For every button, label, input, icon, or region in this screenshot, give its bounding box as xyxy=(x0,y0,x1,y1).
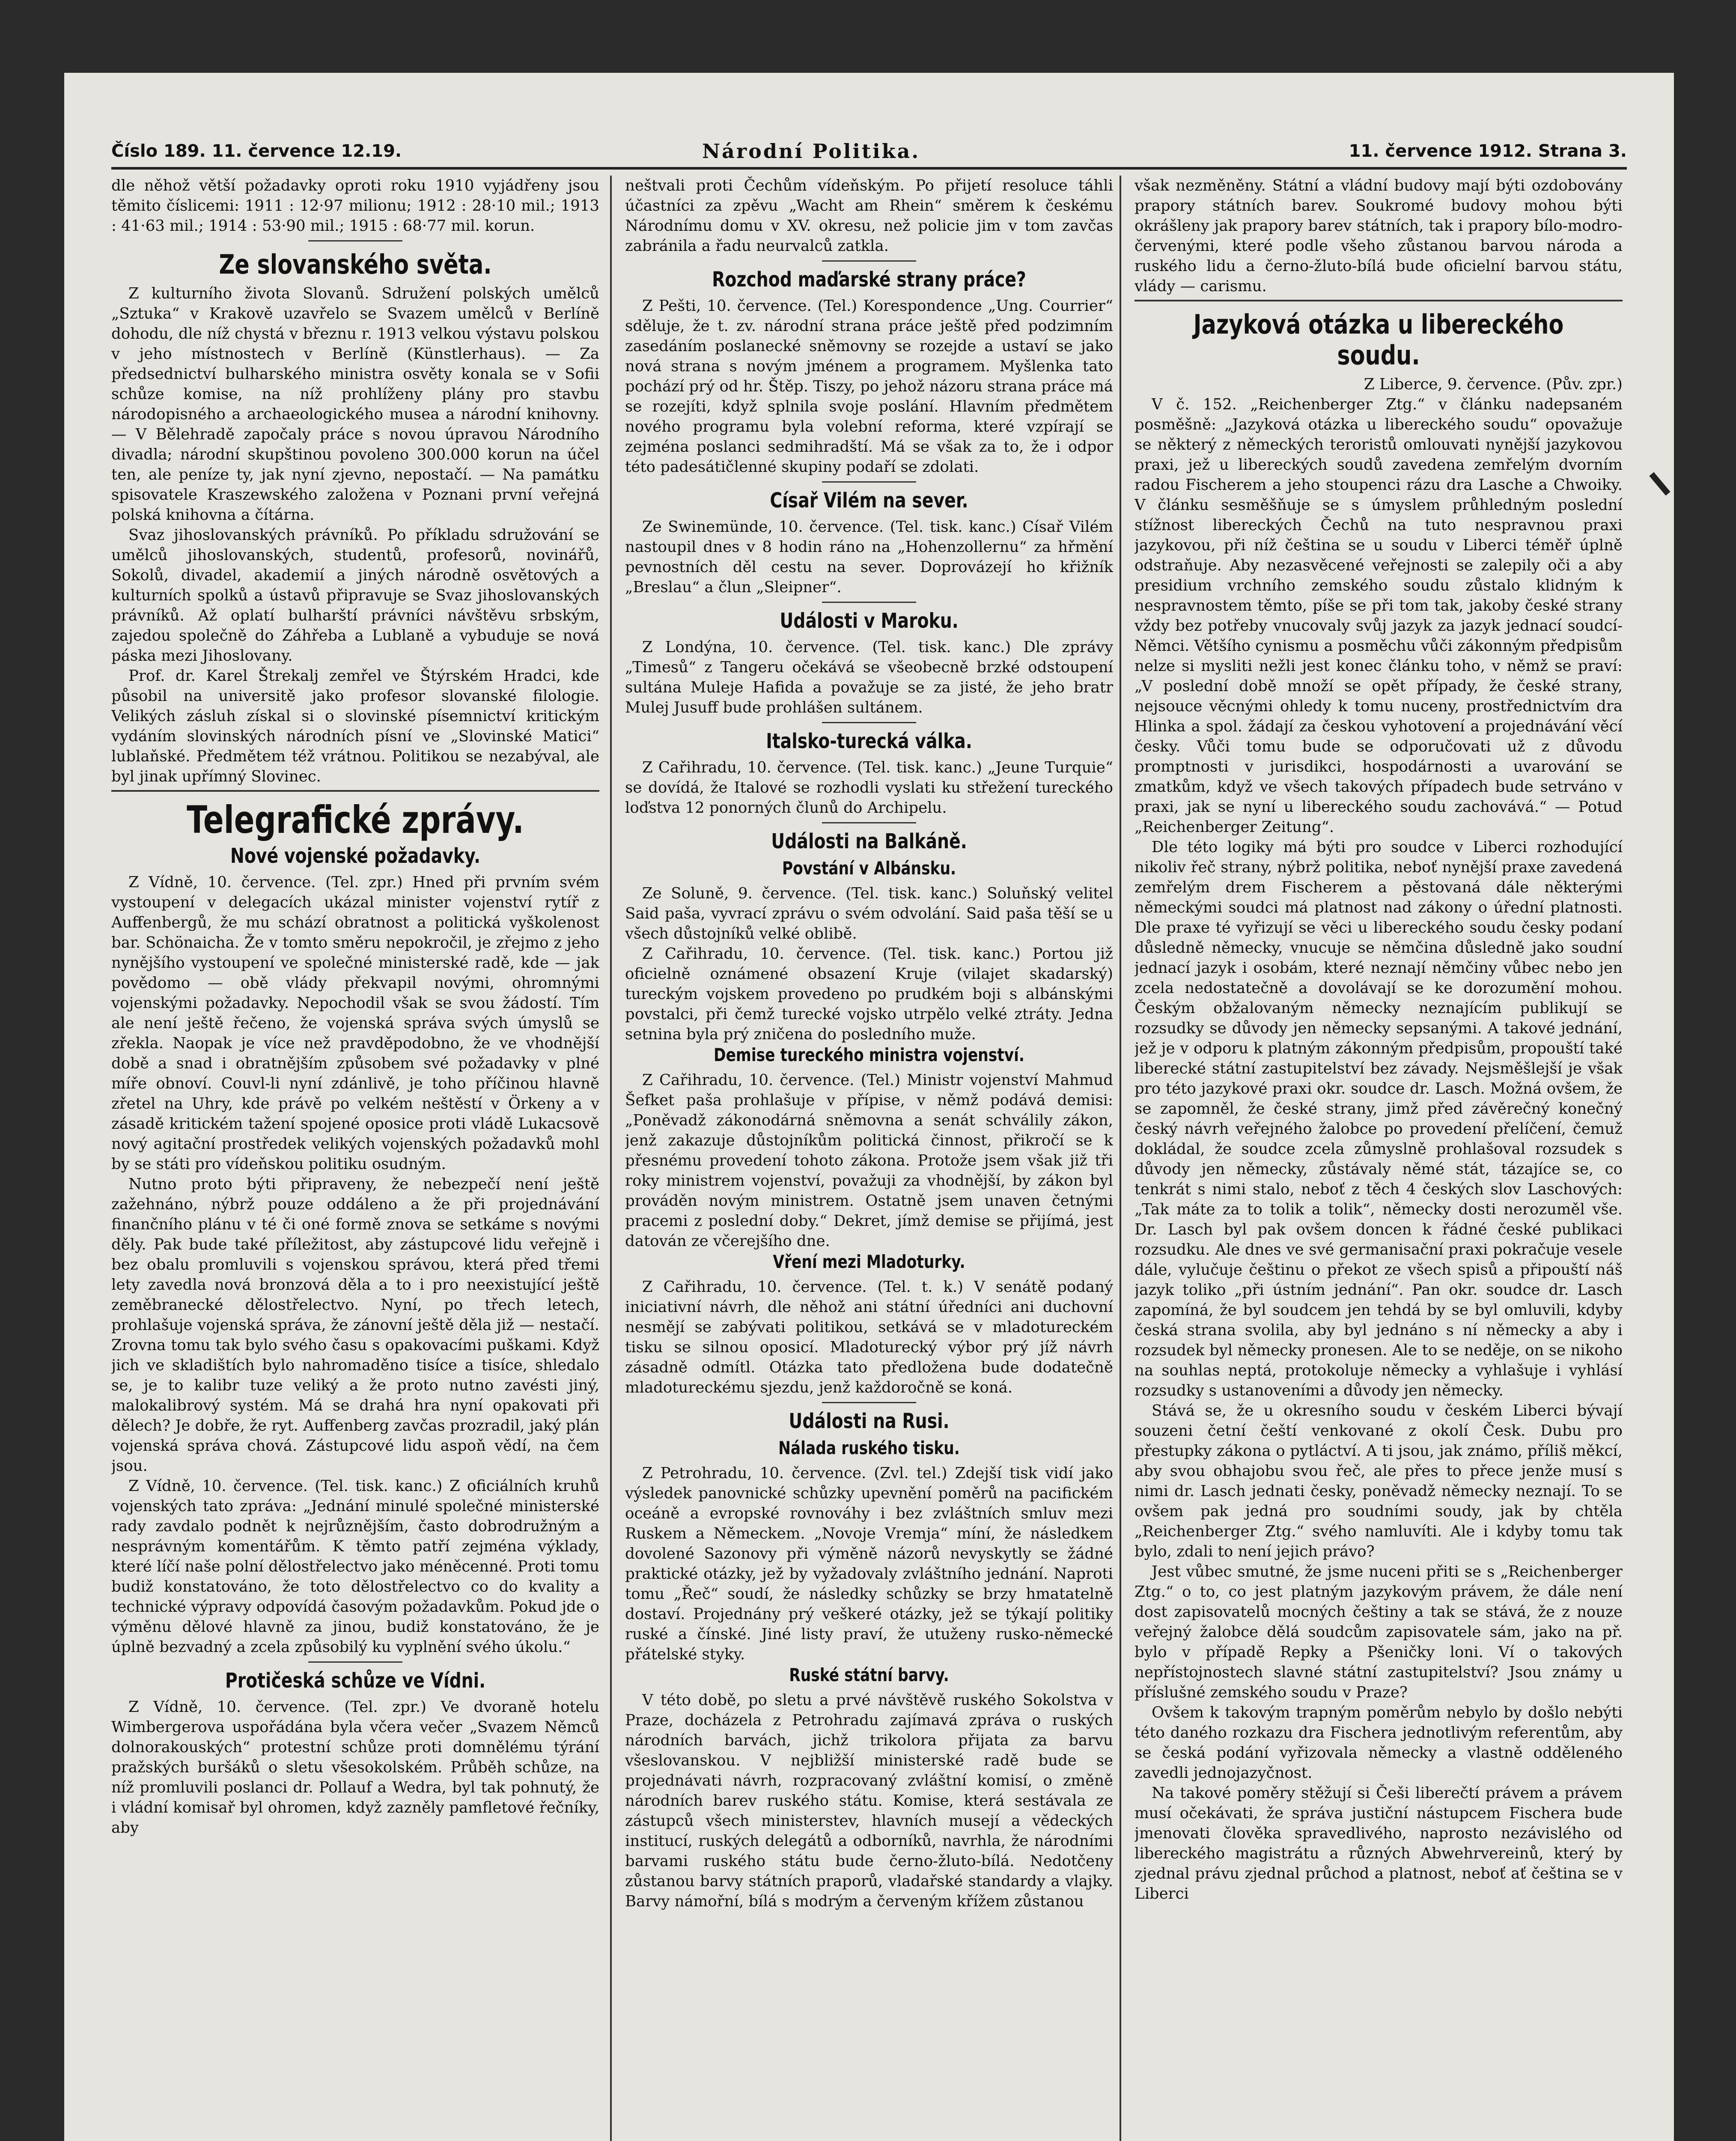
article-subheading: Nálada ruského tisku. xyxy=(778,1437,960,1458)
paragraph: Stává se, že u okresního soudu v českém Liberci bývají souzeni četní čeští venkované z okolí Česk. Dubu pro přestupky zákona o pytláctví. A ti jsou, jak známo, příliš měkcí, aby svou obhajobu svou řeč, ale přes to přece jenže musí s nimi dr. Lasch jednati česky, poněvadž německy neznají. To se ovšem pak jedná pro soudními soudy, jak by chtěla „Reichenberger Ztg.“ svého namluvíti. Ale i kdyby tomu tak bylo, zdali to není jejich právo? xyxy=(1135,1402,1623,1560)
newspaper-page xyxy=(64,73,1674,2141)
paragraph: Na takové poměry stěžují si Češi liberečtí právem a právem musí očekávati, že správa justiční nástupcem Fischera bude jmenovati člověka spravedlivého, naprosto nezávislého od libereckého magistrátu a různých Abwehrvereinů, který by zjednal právu zjednal průchod a platnost, neboť ať čeština se v Liberci xyxy=(1135,1784,1623,1902)
divider xyxy=(822,260,916,262)
divider xyxy=(822,822,916,823)
column-2 xyxy=(625,176,1113,2141)
article-heading: Protičeská schůze ve Vídni. xyxy=(225,1669,486,1693)
divider xyxy=(822,602,916,603)
paragraph: Dle této logiky má býti pro soudce v Liberci rozhodující nikoliv řeč strany, nýbrž politika, neboť nynější praxe zavedená zemřelým drem Fischerem a pěstovaná dále některými německými soudci má platnost nad zákony o úřední platnosti. Dle praxe té vyřizují se věci u libereckého soudu česky podaní důsledně německy, vnucuje se němčina důsledně jako soudní jednací jazyk i osobám, které neznají němčiny vůbec nebo jen zcela nedostatečně a dovolávají se ke dorozumění mohou. Českým obžalovaným německy neznajícím publikují se rozsudky se důvody jen německy sepsanými. A takové jednání, jež je v odporu k platným zákonným předpisům, propouští také liberecké státní zastupitelství bez závady. Nejsměšlejší je však pro této jazykové praxi okr. soudce dr. Lasch. Možná ovšem, že se zapomněl, že české strany, jimž před závěrečný konečný český návrh veřejného žalobce po provedení přelíčení, čemuž dokládal, že soudce zcela zůmyslně prohlašoval rozsudek s důvody jen německy, zůstávaly němé stát, tázajíce se, co tenkrát s nimi stalo, neboť z těch 4 českých slov Laschových: „Tak máte za to tolik a tolik“, německy dosti nerozuměl vše. Dr. Lasch byl pak ovšem doncen k řádné české publikaci rozsudku. Ale dnes ve své germanisační praxi pokračuje vesele dále, vylučuje češtinu o překot ze všech spisů a připouští náš jazyk toliko „při ústním jednání“. Pan okr. soudce dr. Lasch zapomíná, že byl soudcem jen tehdá by se byl omluvili, kdyby česká strana svolila, aby byl jednáno s ní německy a aby i rozsudek byl německy pronesen. Ale to se neděje, on se nikoho na souhlas neptá, protokoluje německy a vyhlašuje i vyhlásí rozsudky s ustanoveními a důvody jen německy. xyxy=(1135,838,1623,1399)
paragraph: Z Cařihradu, 10. července. (Tel. tisk. kanc.) Portou již oficielně oznámené obsazení Kruje (vilajet skadarský) tureckým vojskem provedeno po prudkém boji s albánskými povstalci, při čemž turecké vojsko utrpělo velké ztráty. Jedna setnina byla prý zničena do posledního muže. xyxy=(625,945,1113,1043)
paragraph: Ze Soluně, 9. července. (Tel. tisk. kanc.) Soluňský velitel Said paša, vyvrací zprávu o svém odvolání. Said paša těší se u všech důstojníků velké oblibě. xyxy=(625,885,1113,942)
paragraph: Z Vídně, 10. července. (Tel. zpr.) Ve dvoraně hotelu Wimbergerova uspořádána byla včera večer „Svazem Němců dolnorakouských“ protestní schůze proti domnělému týrání pražských buršáků o sletu všesokolském. Průběh schůze, na níž promluvili poslanci dr. Pollauf a Wedra, byl tak pohnutý, že i vládní komisař byl ohromen, když zazněly pamfletové řečníky, aby xyxy=(111,1698,599,1837)
section-heading: Telegrafické zprávy. xyxy=(187,798,524,842)
newspaper-title: Národní Politika. xyxy=(702,140,920,163)
paragraph: V této době, po sletu a prvé návštěvě ruského Sokolstva v Praze, docházela z Petrohradu zajímavá zpráva o ruských národních barvách, jichž trikolora přijata za barvu všeslovanskou. V nejbližší ministerské radě bude se projednávati návrh, rozpracovaný zvláštní komisí, o změně národních barev ruského státu. Komise, která sestávala ze zástupců všech ministerstev, hlavních musejí a vědeckých institucí, ruských delegátů a odborníků, navrhla, že národními barvami ruského státu bude černo-žluto-bílá. Nedotčeny zůstanou barvy státních praporů, vladařské standardy a vlajky. Barvy námořní, bílá s modrým a červeným křížem zůstanou xyxy=(625,1691,1113,1910)
divider xyxy=(1135,300,1623,301)
divider xyxy=(822,481,916,483)
article-heading: Události na Balkáně. xyxy=(771,829,967,853)
masthead xyxy=(111,137,1627,170)
divider xyxy=(111,790,599,792)
paragraph: Ze Swinemünde, 10. července. (Tel. tisk. kanc.) Císař Vilém nastoupil dnes v 8 hodin ráno na „Hohenzollernu“ za hřmění pevnostních děl cestu na sever. Doprovázejí ho křižník „Breslau“ a člun „Sleipner“. xyxy=(625,518,1113,596)
divider xyxy=(822,722,916,723)
paragraph: Jest vůbec smutné, že jsme nuceni přiti se s „Reichenberger Ztg.“ o to, co jest platným jazykovým právem, že dále není dost zapisovatelů mocných češtiny a tak se stává, že z nouze veřejný žalobce dělá soudcům zapisovatele sám, jako na př. bylo v případě Repky a Pšeničky loni. Ví o takových nepřístojnostech slavné státní zastupitelství? Jsou známy u příslušné zemského soudu v Praze? xyxy=(1135,1563,1623,1701)
article-heading: Italsko-turecká válka. xyxy=(766,729,972,753)
article-heading: Události na Rusi. xyxy=(789,1409,950,1433)
paragraph: však nezměněny. Státní a vládní budovy mají býti ozdobovány prapory státních barev. Soukromé budovy mohou býti okrášleny jak prapory barev státních, tak i prapory bílo-modro-červenými, které podle všeho zůstanou barvou národa a ruského lidu a černo-žluto-bílá bude oficielní barvou státu, vlády — carismu. xyxy=(1135,177,1623,295)
paragraph: Z Vídně, 10. července. (Tel. zpr.) Hned při prvním svém vystoupení v delegacích ukázal minister vojenství rytíř z Auffenbergů, že mu schází obratnost a politická vyškolenost bar. Schönaicha. Že v tomto směru nepokročil, je zřejmo z jeho nynějšího vystoupení ve společné ministerské radě, kde — jak povědomo — obě vlády překvapil novými, ohromnými vojenskými požadavky. Nepochodil však se svou žádostí. Tím ale není ještě řečeno, že vojenská správa svých úmyslů se zřekla. Naopak je více než pravděpodobno, že ve vhodnější době a snad i obratnějším způsobem své požadavky v plné míře obnoví. Couvl-li nyní zdánlivě, je toho příčinou hlavně zřetel na Uhry, kde právě po velkém neštěstí v Örkeny a v zásadě kritickém tažení spojené oposice proti vládě Lukacsově nový agitační prostředek velikých vojenských požadavků mohl by se státi pro vídeňskou politiku osudným. xyxy=(111,874,599,1173)
paragraph: Z kulturního života Slovanů. Sdružení polských umělců „Sztuka“ v Krakově uzavřelo se Svazem umělců v Berlíně dohodu, dle níž chystá v březnu r. 1913 velkou výstavu polskou v jeho místnostech v Berlíně (Künstlerhaus). — Za předsednictví bulharského ministra osvěty konala se v Sofii schůze komise, na níž prohlíženy plány pro stavbu národopisného a archaeologického musea a národní knihovny. — V Bělehradě započaly práce s novou úpravou Národního divadla; národní skupštinou povoleno 300.000 korun na účel ten, ale peníze ty, jak nyní zjevno, nepostačí. — Na památku spisovatele Kraszewského založena v Poznani první veřejná polská knihovna a čítárna. xyxy=(111,285,599,524)
paragraph: Svaz jihoslovanských právníků. Po příkladu sdružování se umělců jihoslovanských, studentů, profesorů, novinářů, Sokolů, divadel, akademií a jiných národně osvětových a kulturních spolků a ústavů připravuje se Svaz jihoslovanských právníků. Až oplatí bulharští právníci návštěvu srbským, zajedou společně do Záhřeba a Lublaně a vybuduje se nová páska mezi Jihoslovany. xyxy=(111,526,599,665)
article-heading: Události v Maroku. xyxy=(780,609,959,633)
paragraph: Prof. dr. Karel Štrekalj zemřel ve Štýrském Hradci, kde působil na universitě jako profesor slovanské filologie. Velikých zásluh získal si o slovinské písemnictví kritickým vydáním slovinských národních písní ve „Slovinské Matici“ lublaňské. Předmětem též vrátnou. Politikou se nezabýval, ale byl jinak upřímný Slovinec. xyxy=(111,667,599,785)
article-subheading: Demise tureckého ministra vojenství. xyxy=(713,1044,1025,1065)
page-date: 11. července 1912. Strana 3. xyxy=(1349,141,1627,161)
paragraph: Z Londýna, 10. července. (Tel. tisk. kanc.) Dle zprávy „Timesů“ z Tangeru očekává se všeobecně brzké odstoupení sultána Muleje Hafida a považuje se za jisté, že jeho bratr Mulej Jusuff bude prohlášen sultánem. xyxy=(625,638,1113,716)
article-heading: Rozchod maďarské strany práce? xyxy=(712,268,1026,292)
paragraph: neštvali proti Čechům vídeňským. Po přijetí resoluce táhli účastníci za zpěvu „Wacht am Rhein“ směrem k českému Národnímu domu v XV. okresu, než policie jim v tom zavčas zabránila a řadu neurvalců zatkla. xyxy=(625,177,1113,255)
column-3 xyxy=(1135,176,1623,2141)
article-heading: Nové vojenské požadavky. xyxy=(230,844,481,868)
column-rule xyxy=(610,176,612,2141)
section-heading: Jazyková otázka u libereckého soudu. xyxy=(1193,309,1564,371)
paragraph: Z Cařihradu, 10. července. (Tel. t. k.) V senátě podaný iniciativní návrh, dle něhož ani státní úředníci ani duchovní nesmějí se zabývati politikou, setkává se v mladotureckém tisku se silnou oposicí. Mladoturecký výbor prý jíž návrh zásadně odmítl. Otázka tato předložena bude dodatečně mladotureckému sjezdu, jenž každoročně se koná. xyxy=(625,1278,1113,1396)
paragraph: Z Vídně, 10. července. (Tel. tisk. kanc.) Z oficiálních kruhů vojenských tato zpráva: „Jednání minulé společné ministerské rady zavdalo podnět k nejrůznějším, často dobrodružným a nesprávným komentářům. K těmto patří zejména výklady, které líčí naše polní dělostřelectvo jako méněcenné. Proti tomu budiž konstatováno, že toto dělostřelectvo co do kvality a technické výpravy odpovídá časovým požadavkům. Pokud jde o výměnu dělové hlavně za jinou, budiž konstatováno, že je úplně bezvadný a zcela způsobilý ku vyplnění svého úkolu.“ xyxy=(111,1477,599,1656)
paragraph: Z Cařihradu, 10. července. (Tel. tisk. kanc.) „Jeune Turquie“ se dovídá, že Italové se rozhodli vyslati ku střežení tureckého loďstva 12 ponorných člunů do Archipelu. xyxy=(625,759,1113,817)
paragraph: Z Cařihradu, 10. července. (Tel.) Ministr vojenství Mahmud Šefket paša prohlašuje v přípise, v němž podává demisi: „Poněvadž zákonodárná sněmovna a senát schválily zákon, jenž zakazuje důstojníkům politická činnost, přikročí se k přesnému provedení tohoto zákona. Protože jsem však již tři roky ministrem vojenství, považuji za vhodnější, by zákon byl prováděn novým ministrem. Ostatně jsem unaven četnými pracemi z poslední doby.“ Dekret, jímž demise se přijímá, jest datován ze včerejšího dne. xyxy=(625,1071,1113,1250)
paragraph: dle něhož větší požadavky oproti roku 1910 vyjádřeny jsou těmito číslicemi: 1911 : 12·97 milionu; 1912 : 28·10 mil.; 1913 : 41·63 mil.; 1914 : 53·90 mil.; 1915 : 68·77 mil. korun. xyxy=(111,177,599,235)
paragraph: Z Petrohradu, 10. července. (Zvl. tel.) Zdejší tisk vidí jako výsledek panovnické schůzky upevnění poměrů na pacifickém oceáně a evropské rovnováhy i bez zvláštních smluv mezi Ruskem a Německem. „Novoje Vremja“ míní, že následkem dovolené Sazonovy při výměně názorů nevyskytly se žádné praktické otázky, jež by vyžadovaly zvláštního jednání. Naproti tomu „Řeč“ soudí, že následky schůzky se brzy hmatatelně dostaví. Projednány prý veškeré otázky, jež se týkají politiky ruské a čínské. Jiné listy praví, že utuženy rusko-německé přátelské styky. xyxy=(625,1464,1113,1663)
dateline: Z Liberce, 9. července. (Pův. zpr.) xyxy=(1364,376,1623,393)
column-rule xyxy=(1120,176,1121,2141)
ink-mark xyxy=(1649,472,1670,496)
article-subheading: Povstání v Albánsku. xyxy=(782,858,956,879)
section-heading: Ze slovanského světa. xyxy=(219,249,492,280)
divider xyxy=(822,1402,916,1403)
issue-number: Číslo 189. 11. července 12.19. xyxy=(111,141,402,161)
divider xyxy=(308,1661,402,1663)
article-heading: Císař Vilém na sever. xyxy=(770,489,968,513)
paragraph: V č. 152. „Reichenberger Ztg.“ v článku nadepsaném posměšně: „Jazyková otázka u libereckého soudu“ opovažuje se některý z německých teroristů omlouvati nynější jazykovou praxi, jež u libereckých soudů zavedena zemřelým dvorním radou Fischerem a jeho stoupenci rázu dra Lasche a Chwoiky. V článku sesměšňuje se s úmyslem průhledným poslední stížnost libereckých Čechů na tuto nespravnou praxi jazykovou, při níž čeština se u soudu v Liberci téměř úplně odstraňuje. Aby nezasvěcené veřejnosti se zalepily oči a aby presidium vrchního zemského soudu zůstalo klidným k nespravnostem těmto, píše se při tom tak, jakoby české strany vždy bez potřeby vnucovaly svůj jazyk za jazyk jednací soudcí-Němci. Většího cynismu a posměchu vůči zákonným předpisům nelze si mysliti nežli jest konec článku toho, v němž se praví: „V poslední době množí se opět případy, že české strany, nejsouce věcnými ohledy k tomu nuceny, prostřednictvím dra Hlinka a spol. žádají za českou vyhotovení a projednávání věcí česky. Vůči tomu bude se odporučovati už z důvodu promptnosti v jurisdikci, hospodárnosti a uvarování se zmatkům, když ve všech takových případech bude setrváno v praxi, jak se nyní u libereckého soudu zachovává.“ — Potud „Reichenberger Zeitung“. xyxy=(1135,396,1623,836)
paragraph: Z Pešti, 10. července. (Tel.) Korespondence „Ung. Courrier“ sděluje, že t. zv. národní strana práce ještě před podzimním zasedáním poslanecké sněmovny se rozejde a ustaví se jako nová strana s novým jménem a programem. Myšlenka tato pochází prý od hr. Štěp. Tiszy, po jehož názoru strana práce má se rozejíti, když splnila svoje poslání. Hlavním předmětem nového programu byla volební reforma, které vzpírají se zejména poslanci sedmihradští. Má se však za to, že i odpor této padesátičlenné skupiny podaří se zdolati. xyxy=(625,297,1113,476)
paragraph: Ovšem k takovým trapným poměrům nebylo by došlo nebýti této daného rozkazu dra Fischera jednotlivým referentům, aby se česká podání vyřizovala německy a vlastně odděleného zavedli jednojazyčnost. xyxy=(1135,1704,1623,1782)
divider xyxy=(308,240,402,242)
article-subheading: Ruské státní barvy. xyxy=(789,1664,949,1685)
article-subheading: Vření mezi Mladoturky. xyxy=(773,1251,965,1272)
column-1 xyxy=(111,176,599,2141)
paragraph: Nutno proto býti připraveny, že nebezpečí není ještě zažehnáno, nýbrž pouze oddáleno a že při projednávání finančního plánu v té či oné formě znova se setkáme s novými děly. Pak bude také příležitost, aby zástupcové lidu veřejně i bez obalu promluvili s vojenskou správou, která před třemi lety zavedla nová bronzová děla a to i pro neexistující ještě zeměbranecké dělostřelectvo. Nyní, po třech letech, prohlašuje vojenská správa, že zánovní ještě děla již — nestačí. Zrovna tomu tak bylo svého času s opakovacími puškami. Když jich ve skladištích bylo nahromaděno tisíce a tisíce, shledalo se, je to kalibr tuze veliký a že proto nutno zavésti jiný, malokalibrový systém. Má se drahá hra nyní opakovati při dělech? Je dobře, že ryt. Auffenberg zavčas prozradil, jaký plán vojenská správa chová. Zástupcové lidu aspoň vědí, na čem jsou. xyxy=(111,1175,599,1475)
